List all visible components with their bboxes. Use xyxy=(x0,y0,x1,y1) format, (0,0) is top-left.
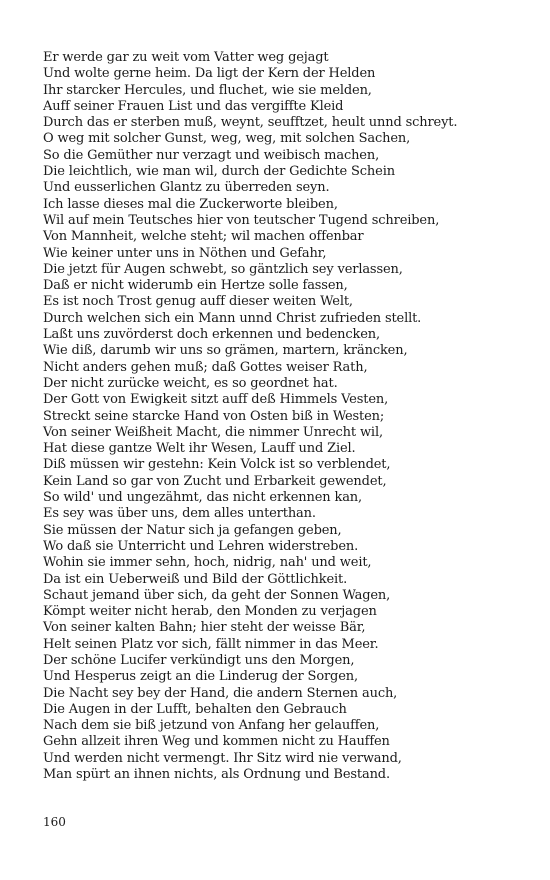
poem-line: Hat diese gantze Welt ihr Wesen, Lauff und Ziel. xyxy=(43,441,356,457)
poem-line: Er werde gar zu weit vom Vatter weg gejagt xyxy=(43,50,329,65)
poem-line: Nicht anders gehen muß; daß Gottes weiser Rath, xyxy=(43,359,368,375)
poem-line: Auff seiner Frauen List und das vergiffte Kleid xyxy=(43,98,344,114)
poem-line: Man spürt an ihnen nichts, als Ordnung und Bestand. xyxy=(43,767,390,783)
poem-line: Ich lasse dieses mal die Zuckerworte bleiben, xyxy=(43,196,338,212)
poem-line: Die leichtlich, wie man wil, durch der Gedichte Schein xyxy=(43,164,395,180)
poem-line: Ihr starcker Hercules, und fluchet, wie sie melden, xyxy=(43,82,372,98)
poem-line: Durch das er sterben muß, weynt, seufftzet, heult unnd schreyt. xyxy=(43,115,458,131)
poem-line: Schaut jemand über sich, da geht der Sonnen Wagen, xyxy=(43,587,391,603)
poem-line: Wil auf mein Teutsches hier von teutscher Tugend schreiben, xyxy=(43,212,440,228)
poem-line: Es sey was über uns, dem alles unterthan. xyxy=(43,506,316,522)
poem-line: Diß müssen wir gestehn: Kein Volck ist so verblendet, xyxy=(43,457,391,473)
poem-line: Helt seinen Platz vor sich, fällt nimmer in das Meer. xyxy=(43,636,379,652)
poem-line: Die Augen in der Lufft, behalten den Gebrauch xyxy=(43,701,347,717)
poem-line: Da ist ein Ueberweiß und Bild der Göttlichkeit. xyxy=(43,571,348,587)
poem-line: Die Nacht sey bey der Hand, die andern Sternen auch, xyxy=(43,685,398,701)
poem-line: Wie keiner unter uns in Nöthen und Gefahr, xyxy=(43,245,327,261)
poem-line: Und Hesperus zeigt an die Linderug der Sorgen, xyxy=(43,669,358,685)
poem-line: Wo daß sie Unterricht und Lehren widerstreben. xyxy=(43,538,359,554)
poem-line: So wild' und ungezähmt, das nicht erkennen kan, xyxy=(43,490,363,506)
poem-text xyxy=(43,50,457,783)
poem-line: Von Mannheit, welche steht; wil machen offenbar xyxy=(43,229,364,245)
poem-line: Es ist noch Trost genug auff dieser weiten Welt, xyxy=(43,294,353,310)
poem-line: Durch welchen sich ein Mann unnd Christ zufrieden stellt. xyxy=(43,310,422,326)
poem-line: Der nicht zurücke weicht, es so geordnet hat. xyxy=(43,375,338,391)
poem-line: Laßt uns zuvörderst doch erkennen und bedencken, xyxy=(43,327,380,343)
poem-line: Von seiner Weißheit Macht, die nimmer Unrecht wil, xyxy=(43,424,383,440)
poem-line: Daß er nicht widerumb ein Hertze solle fassen, xyxy=(43,278,348,294)
poem-line: Sie müssen der Natur sich ja gefangen geben, xyxy=(43,522,342,538)
poem-line: Und wolte gerne heim. Da ligt der Kern der Helden xyxy=(43,66,376,82)
poem-line: Die jetzt für Augen schwebt, so gäntzlich sey verlassen, xyxy=(43,261,403,277)
poem-line: Gehn allzeit ihren Weg und kommen nicht zu Hauffen xyxy=(43,734,390,750)
poem-line: Und eusserlichen Glantz zu überreden seyn. xyxy=(43,180,330,196)
page-number: 160 xyxy=(43,815,66,829)
poem-line: Wie diß, darumb wir uns so grämen, martern, kräncken, xyxy=(43,343,408,359)
poem-line: Wohin sie immer sehn, hoch, nidrig, nah' und weit, xyxy=(43,555,372,571)
poem-line: Streckt seine starcke Hand von Osten biß in Westen; xyxy=(43,408,385,424)
poem-line: So die Gemüther nur verzagt und weibisch machen, xyxy=(43,147,380,163)
poem-line: Der Gott von Ewigkeit sitzt auff deß Himmels Vesten, xyxy=(43,392,389,408)
poem-line: Kömpt weiter nicht herab, den Monden zu verjagen xyxy=(43,604,377,620)
poem-line: Und werden nicht vermengt. Ihr Sitz wird nie verwand, xyxy=(43,750,402,766)
poem-line: Nach dem sie biß jetzund von Anfang her gelauffen, xyxy=(43,718,380,734)
poem-line: O weg mit solcher Gunst, weg, weg, mit solchen Sachen, xyxy=(43,131,411,147)
poem-line: Der schöne Lucifer verkündigt uns den Morgen, xyxy=(43,652,355,668)
poem-line: Kein Land so gar von Zucht und Erbarkeit gewendet, xyxy=(43,473,387,489)
poem-line: Von seiner kalten Bahn; hier steht der weisse Bär, xyxy=(43,620,366,636)
